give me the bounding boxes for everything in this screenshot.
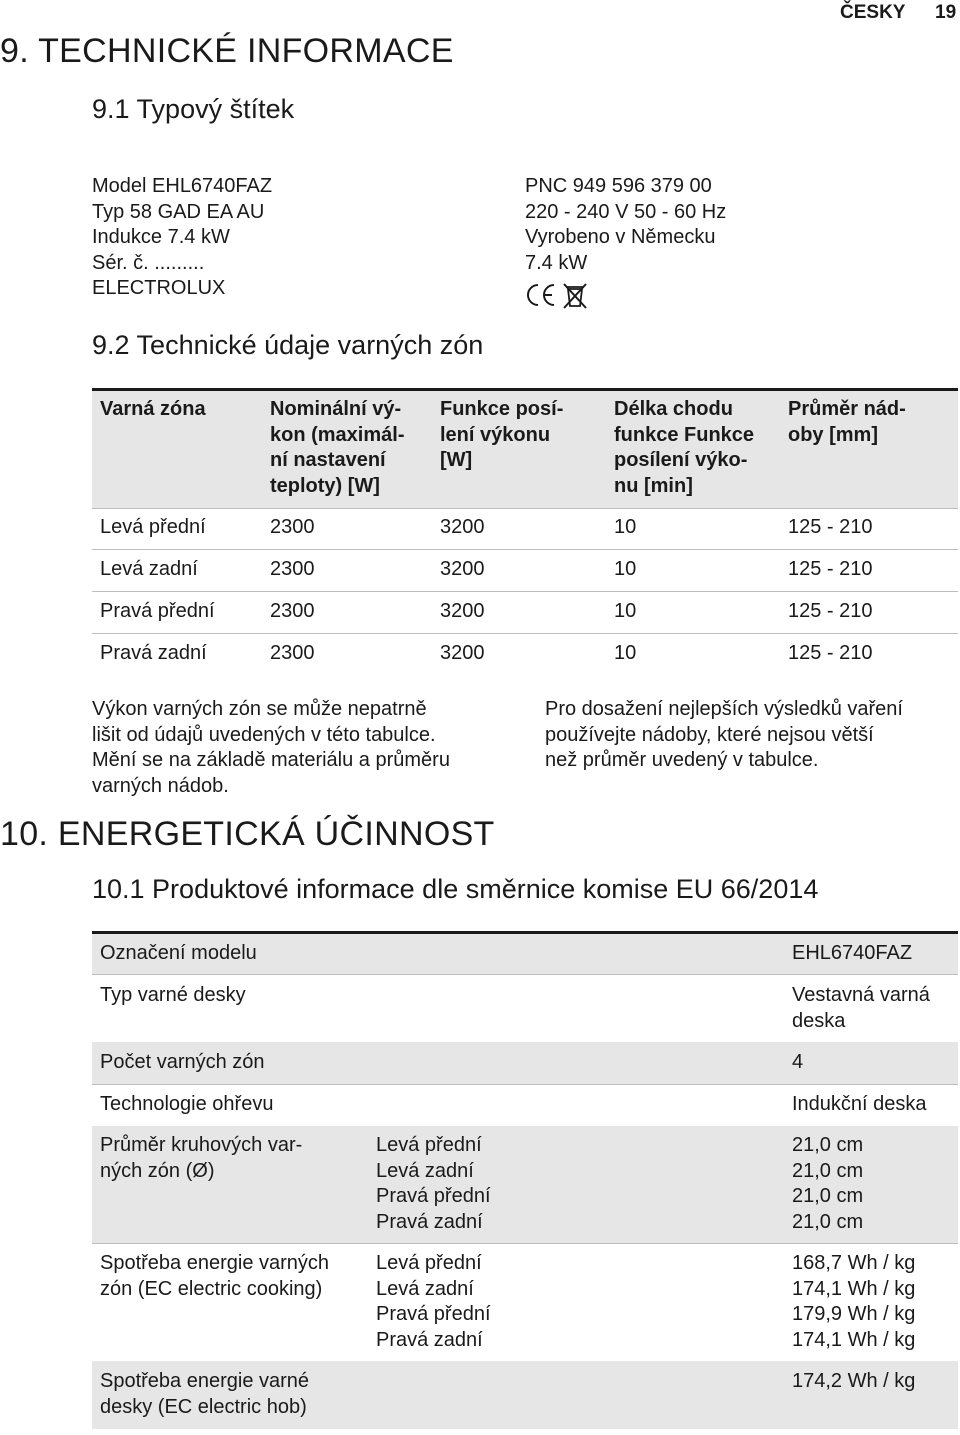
info-value-line: 174,1 Wh / kg — [792, 1277, 916, 1300]
info-label-line: Spotřeba energie varné — [100, 1370, 310, 1392]
info-value-line: EHL6740FAZ — [792, 942, 913, 964]
info-label — [100, 1092, 273, 1118]
row-separator — [92, 974, 958, 975]
zone-cell: 3200 — [440, 558, 485, 580]
note-left — [92, 697, 450, 799]
rating-label-right — [525, 174, 726, 276]
header-line: [W] — [440, 449, 473, 471]
info-value-line: 21,0 cm — [792, 1185, 864, 1207]
note-line: Výkon varných zón se může nepatrně — [92, 698, 427, 720]
header-line: funkce Funkce — [614, 423, 755, 446]
header-line: Nominální vý- — [270, 398, 402, 420]
zone-cell: Levá přední — [100, 516, 206, 538]
zone-cell: 10 — [614, 642, 637, 664]
rating-label-line: Vyrobeno v Německu — [525, 226, 716, 248]
note-line: varných nádob. — [92, 774, 229, 797]
page-number: 19 — [935, 2, 957, 23]
note-right — [545, 697, 903, 774]
info-label — [100, 1133, 302, 1184]
rating-label-line: Model EHL6740FAZ — [92, 175, 273, 197]
info-value-line: Vestavná varná — [792, 984, 930, 1006]
zone-cell: Levá zadní — [100, 558, 198, 580]
info-label — [100, 1251, 329, 1302]
zone-cell: 10 — [614, 516, 637, 538]
info-value — [792, 1092, 927, 1118]
rating-label-line: PNC 949 596 379 00 — [525, 175, 712, 197]
rating-label-line: Sér. č. ......... — [92, 251, 205, 274]
row-separator — [92, 591, 958, 592]
section-10-1-title: 10.1 Produktové informace dle směrnice komise EU 66/2014 — [92, 874, 819, 904]
info-label-line: Technologie ohřevu — [100, 1093, 274, 1115]
header-line: ní nastavení — [270, 449, 386, 471]
info-middle-line: Levá zadní — [376, 1159, 474, 1182]
zone-cell: 125 - 210 — [788, 516, 873, 538]
header-line: oby [mm] — [788, 423, 878, 446]
rating-label-line: Indukce 7.4 kW — [92, 226, 230, 248]
info-value-line: 4 — [792, 1051, 804, 1073]
info-value — [792, 1050, 803, 1076]
header-line: teploty) [W] — [270, 474, 380, 497]
header-language: ČESKY — [840, 2, 906, 23]
zone-cell: 3200 — [440, 642, 485, 664]
zone-cell: 2300 — [270, 516, 315, 538]
info-middle-line: Levá zadní — [376, 1277, 474, 1300]
info-middle — [376, 1251, 491, 1353]
info-label-line: ných zón (Ø) — [100, 1159, 215, 1182]
info-middle-line: Pravá přední — [376, 1185, 491, 1207]
info-value-line: Indukční deska — [792, 1093, 927, 1115]
row-separator — [92, 508, 958, 509]
row-separator — [92, 633, 958, 634]
rating-label-line: 7.4 kW — [525, 251, 588, 274]
zone-col-header — [440, 397, 563, 474]
zone-cell: 10 — [614, 600, 637, 622]
row-separator — [92, 549, 958, 550]
info-value-line: deska — [792, 1009, 846, 1032]
rating-label-line: 220 - 240 V 50 - 60 Hz — [525, 200, 727, 223]
section-10-title: 10. ENERGETICKÁ ÚČINNOST — [0, 815, 495, 853]
zone-cell: Pravá přední — [100, 600, 215, 622]
zone-col-header — [614, 397, 754, 499]
zone-cell: 2300 — [270, 558, 315, 580]
zone-cell: 3200 — [440, 516, 485, 538]
header-line: nu [min] — [614, 474, 693, 497]
header-line: Průměr nád- — [788, 398, 906, 420]
info-value-line: 21,0 cm — [792, 1159, 864, 1182]
info-label-line: Počet varných zón — [100, 1051, 265, 1073]
note-line: Pro dosažení nejlepších výsledků vaření — [545, 698, 903, 720]
zone-cell: 10 — [614, 558, 637, 580]
info-label-line: Spotřeba energie varných — [100, 1252, 330, 1274]
zone-cell: 2300 — [270, 600, 315, 622]
rating-label-line: Typ 58 GAD EA AU — [92, 200, 265, 223]
info-value-line: 174,2 Wh / kg — [792, 1370, 916, 1392]
zone-col-header — [788, 397, 906, 448]
info-label — [100, 1369, 309, 1420]
info-label-line: Průměr kruhových var- — [100, 1134, 303, 1156]
info-middle-line: Pravá zadní — [376, 1210, 483, 1233]
info-value-line: 168,7 Wh / kg — [792, 1252, 916, 1274]
note-line: Mění se na základě materiálu a průměru — [92, 749, 450, 771]
note-line: lišit od údajů uvedených v této tabulce. — [92, 723, 436, 746]
zone-cell: 125 - 210 — [788, 600, 873, 622]
info-middle-line: Levá přední — [376, 1252, 482, 1274]
info-label-line: Označení modelu — [100, 942, 257, 964]
section-9-title: 9. TECHNICKÉ INFORMACE — [0, 32, 454, 70]
info-value — [792, 941, 912, 967]
info-label-line: Typ varné desky — [100, 984, 246, 1006]
weee-bin-icon — [564, 284, 586, 308]
zone-cell: Pravá zadní — [100, 642, 207, 664]
info-label-line: zón (EC electric cooking) — [100, 1277, 323, 1300]
note-line: než průměr uvedený v tabulce. — [545, 749, 819, 771]
info-value-line: 21,0 cm — [792, 1210, 864, 1233]
header-line: Funkce posí- — [440, 398, 564, 420]
header-line: lení výkonu — [440, 423, 551, 446]
ce-mark-icon — [524, 280, 590, 310]
row-separator — [92, 1084, 958, 1085]
zone-col-header — [100, 397, 206, 423]
info-middle — [376, 1133, 491, 1235]
info-value-line: 174,1 Wh / kg — [792, 1328, 916, 1351]
info-value-line: 21,0 cm — [792, 1134, 864, 1156]
info-value — [792, 1133, 863, 1235]
rating-label-left — [92, 174, 272, 302]
info-value — [792, 983, 930, 1034]
note-line: používejte nádoby, které nejsou větší — [545, 723, 874, 746]
info-middle-line: Pravá zadní — [376, 1328, 483, 1351]
section-9-1-title: 9.1 Typový štítek — [92, 94, 295, 124]
header-line: posílení výko- — [614, 449, 748, 471]
info-middle-line: Levá přední — [376, 1134, 482, 1156]
info-label — [100, 941, 257, 967]
zone-col-header — [270, 397, 404, 499]
info-value — [792, 1251, 915, 1353]
info-label — [100, 983, 246, 1009]
zone-cell: 125 - 210 — [788, 642, 873, 664]
rating-label-line: ELECTROLUX — [92, 277, 226, 299]
info-value — [792, 1369, 915, 1395]
zone-cell: 125 - 210 — [788, 558, 873, 580]
zone-cell: 3200 — [440, 600, 485, 622]
section-9-2-title: 9.2 Technické údaje varných zón — [92, 330, 484, 360]
info-middle-line: Pravá přední — [376, 1303, 491, 1325]
info-value-line: 179,9 Wh / kg — [792, 1303, 916, 1325]
zone-cell: 2300 — [270, 642, 315, 664]
info-label — [100, 1050, 265, 1076]
header-line: kon (maximál- — [270, 423, 405, 446]
row-separator — [92, 1243, 958, 1244]
header-line: Varná zóna — [100, 398, 206, 420]
info-label-line: desky (EC electric hob) — [100, 1395, 307, 1418]
header-line: Délka chodu — [614, 398, 733, 420]
